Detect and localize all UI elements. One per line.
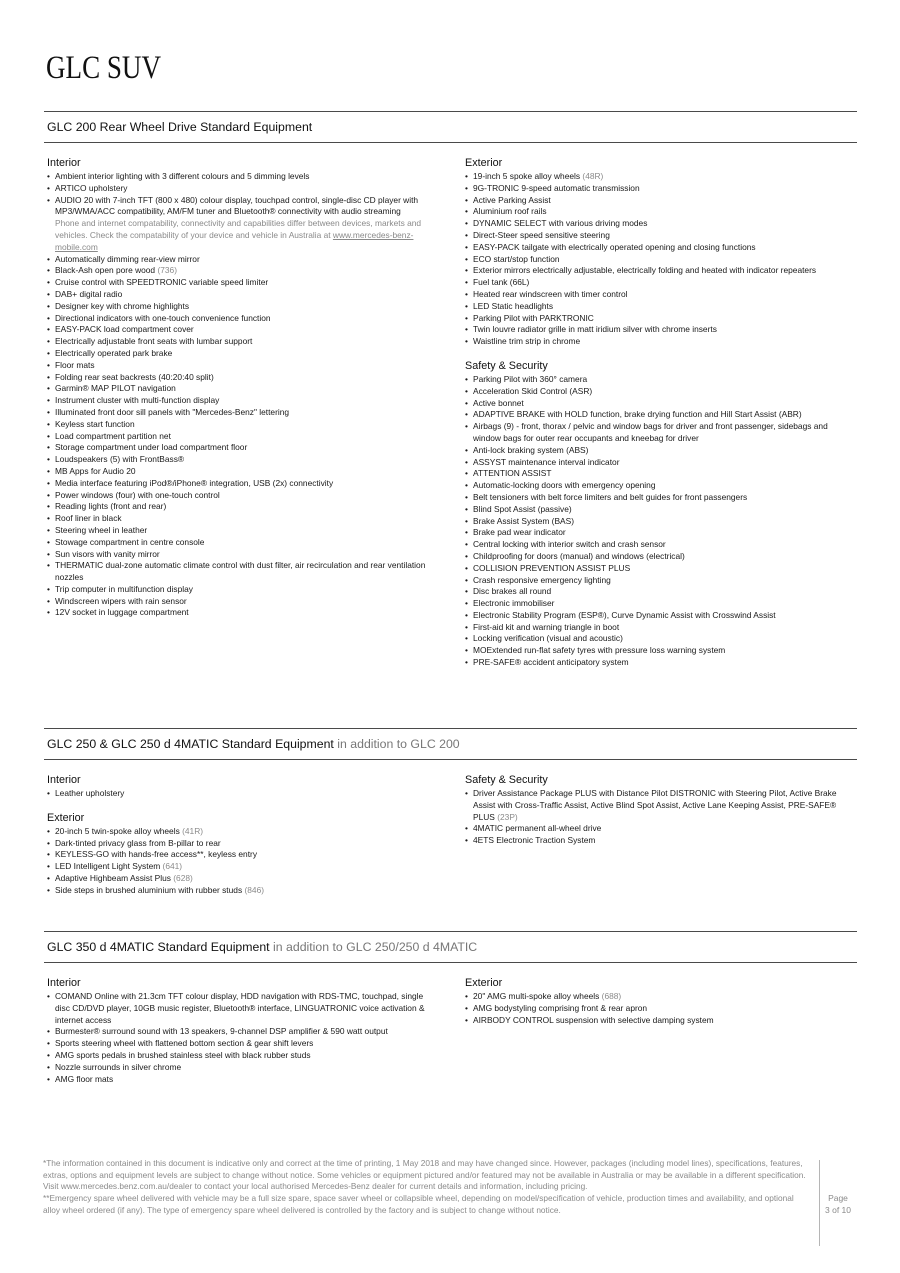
list-item — [47, 584, 437, 596]
item-text: Anti-lock braking system (ABS) — [473, 444, 589, 455]
item-text: ASSYST maintenance interval indicator — [473, 456, 620, 467]
item-text: EASY-PACK tailgate with electrically operated opening and closing functions — [473, 241, 756, 252]
list-item — [465, 457, 857, 469]
item-text: Black-Ash open pore wood — [55, 265, 156, 276]
note-text: Phone and internet compatability, connectivity and capabilities differ between devices, markets and vehicles. Check the compatability of your device and vehicle in Australia at — [55, 218, 422, 240]
list-item — [465, 242, 857, 254]
item-text: Acceleration Skid Control (ASR) — [473, 385, 593, 396]
item-text: Sun visors with vanity mirror — [55, 548, 160, 559]
item-text: MB Apps for Audio 20 — [55, 465, 136, 476]
list-item — [465, 398, 857, 410]
group-safety-security — [465, 360, 857, 669]
right-column — [465, 977, 857, 1038]
list-item — [47, 1026, 437, 1038]
item-text: Roof liner in black — [55, 513, 122, 524]
item-text: Airbags (9) - front, thorax / pelvic and window bags for driver and front passenger, sidebags and window bags for outer rear occupants and kneebag for driver — [473, 421, 828, 443]
list-item — [47, 313, 437, 325]
equipment-list — [47, 991, 437, 1085]
list-item — [465, 171, 857, 183]
equipment-list — [47, 171, 437, 619]
group-safety-security — [465, 774, 857, 847]
group-title: Interior — [47, 774, 81, 786]
list-item — [47, 560, 437, 584]
list-item — [47, 407, 437, 419]
section-title: GLC 200 Rear Wheel Drive Standard Equipment — [47, 120, 313, 134]
list-item — [47, 861, 437, 873]
item-text: Fuel tank (66L) — [473, 277, 530, 288]
item-text: Automatically dimming rear-view mirror — [55, 253, 200, 264]
equipment-list — [465, 374, 857, 669]
item-text: Power windows (four) with one-touch control — [55, 489, 220, 500]
list-item — [465, 230, 857, 242]
item-text: Load compartment partition net — [55, 430, 171, 441]
list-item — [465, 633, 857, 645]
list-item — [465, 480, 857, 492]
item-text: Driver Assistance Package PLUS with Distance Pilot DISTRONIC with Steering Pilot, Active Brake Assist with Cross-Traffic Assist, Active Blind Spot Assist, Active Lane Keeping Assist, PRE-SAFE® PLUS — [473, 788, 837, 822]
item-text: Keyless start function — [55, 418, 135, 429]
item-text: 4ETS Electronic Traction System — [473, 835, 596, 846]
list-item — [47, 265, 437, 277]
item-text: Cruise control with SPEEDTRONIC variable speed limiter — [55, 277, 269, 288]
group-title: Safety & Security — [465, 774, 548, 786]
item-text: First-aid kit and warning triangle in boot — [473, 621, 620, 632]
group-title: Interior — [47, 157, 81, 169]
list-item — [47, 254, 437, 266]
section-header — [44, 931, 857, 963]
brand-title: GLC SUV — [46, 50, 162, 86]
item-text: Adaptive Highbeam Assist Plus — [55, 872, 171, 883]
list-item — [465, 374, 857, 386]
option-code: (41R) — [182, 825, 204, 836]
list-item — [465, 598, 857, 610]
item-text: 20-inch 5 twin-spoke alloy wheels — [55, 825, 180, 836]
equipment-list — [465, 171, 857, 348]
list-item — [465, 183, 857, 195]
list-item — [465, 527, 857, 539]
list-item — [47, 171, 437, 183]
item-text: Sports steering wheel with flattened bottom section & gear shift levers — [55, 1038, 314, 1049]
option-code: (846) — [244, 884, 265, 895]
item-text: Waistline trim strip in chrome — [473, 336, 581, 347]
equipment-list — [465, 788, 857, 847]
list-item — [465, 586, 857, 598]
list-item — [47, 826, 437, 838]
equipment-list — [465, 991, 857, 1026]
list-item — [465, 539, 857, 551]
item-text: THERMATIC dual-zone automatic climate control with dust filter, air recirculation and rear ventilation nozzles — [55, 560, 426, 583]
item-text: Media interface featuring iPod®/iPhone® integration, USB (2x) connectivity — [55, 477, 334, 488]
group-interior — [47, 157, 437, 619]
item-text: Belt tensioners with belt force limiters and belt guides for front passengers — [473, 491, 748, 502]
list-item — [47, 348, 437, 360]
group-exterior — [47, 812, 437, 897]
item-text: Illuminated front door sill panels with "Mercedes-Benz" lettering — [55, 406, 290, 417]
list-item — [47, 513, 437, 525]
item-text: COMAND Online with 21.3cm TFT colour display, HDD navigation with RDS-TMC, touchpad, single disc CD/DVD player, 10GB music register, Bluetooth® interface, LINGUATRONIC voice activation & internet access — [55, 991, 425, 1025]
section-header — [44, 111, 857, 143]
list-item — [47, 991, 437, 1026]
list-item — [47, 537, 437, 549]
group-exterior — [465, 977, 857, 1026]
list-item — [47, 873, 437, 885]
item-text: Electronic Stability Program (ESP®), Curve Dynamic Assist with Crosswind Assist — [473, 609, 776, 620]
item-text: EASY-PACK load compartment cover — [55, 324, 194, 335]
option-code: (628) — [173, 872, 193, 883]
item-text: Directional indicators with one-touch convenience function — [55, 312, 271, 323]
item-text: Active bonnet — [473, 397, 524, 408]
list-item — [465, 622, 857, 634]
list-item — [465, 610, 857, 622]
item-text: 19-inch 5 spoke alloy wheels — [473, 171, 581, 181]
list-item — [47, 490, 437, 502]
disclaimer-text: *The information contained in this document is indicative only and correct at the time of printing, 1 May 2018 and may have changed since. However, packages (including model lines), specifications, features, extras, options and equipment levels are subject to change without notice. Some vehicles or equipment pictured and/or featured may not be available in Australia or may be available in a different specification. Visit www.mercedes.benz.com.au/dealer to contact your local authorised Mercedes-Benz dealer for current details and information, including pricing. — [43, 1158, 806, 1192]
item-text: Side steps in brushed aluminium with rubber studs — [55, 884, 243, 895]
item-text: Burmester® surround sound with 13 speakers, 9-channel DSP amplifier & 590 watt output — [55, 1026, 388, 1037]
list-item — [47, 1050, 437, 1062]
list-item — [465, 195, 857, 207]
left-column — [47, 774, 437, 909]
list-item — [47, 1062, 437, 1074]
list-item — [465, 575, 857, 587]
list-item — [465, 492, 857, 504]
item-text: Electrically operated park brake — [55, 347, 173, 358]
section-subtitle: in addition to GLC 250/250 d 4MATIC — [273, 940, 478, 954]
list-item — [465, 254, 857, 266]
list-item — [465, 277, 857, 289]
list-item — [465, 313, 857, 325]
item-text: ATTENTION ASSIST — [473, 468, 552, 479]
list-item — [47, 454, 437, 466]
list-item — [47, 838, 437, 850]
list-item — [465, 1015, 857, 1027]
item-text: Childproofing for doors (manual) and windows (electrical) — [473, 550, 685, 561]
item-text: Brake pad wear indicator — [473, 527, 566, 538]
group-exterior — [465, 157, 857, 348]
list-item — [47, 324, 437, 336]
section-glc200 — [0, 111, 900, 711]
item-text: Storage compartment under load compartment floor — [55, 442, 248, 453]
list-item — [47, 466, 437, 478]
list-item — [47, 596, 437, 608]
item-text: 20" AMG multi-spoke alloy wheels — [473, 991, 600, 1001]
page-label: Page — [828, 1193, 848, 1203]
mobile-link[interactable]: www.mercedes-benz-mobile.com — [55, 229, 414, 252]
list-item — [47, 372, 437, 384]
footer-disclaimer — [43, 1158, 811, 1217]
item-text: Blind Spot Assist (passive) — [473, 503, 572, 514]
left-column — [47, 157, 437, 631]
page-number: 3 of 10 — [825, 1205, 851, 1215]
item-text: Floor mats — [55, 359, 95, 370]
item-text: 4MATIC permanent all-wheel drive — [473, 823, 602, 834]
item-text: MOExtended run-flat safety tyres with pressure loss warning system — [473, 645, 726, 656]
list-item — [47, 1038, 437, 1050]
list-item — [465, 421, 857, 445]
item-text: Reading lights (front and rear) — [55, 501, 167, 512]
list-item — [465, 206, 857, 218]
group-title: Safety & Security — [465, 359, 548, 372]
item-text: Stowage compartment in centre console — [55, 536, 205, 547]
list-item — [47, 395, 437, 407]
list-item — [47, 478, 437, 490]
item-text: Parking Pilot with 360° camera — [473, 373, 588, 384]
page-indicator — [820, 1192, 856, 1216]
list-item — [465, 823, 857, 835]
item-text: Nozzle surrounds in silver chrome — [55, 1061, 182, 1072]
item-text: Trip computer in multifunction display — [55, 583, 193, 594]
list-item — [465, 516, 857, 528]
item-text: AIRBODY CONTROL suspension with selective damping system — [473, 1014, 714, 1025]
list-item — [47, 885, 437, 897]
item-text: Designer key with chrome highlights — [55, 300, 190, 311]
list-item — [47, 289, 437, 301]
option-code: (23P) — [497, 811, 518, 822]
section-glc250 — [0, 728, 900, 918]
list-item — [47, 501, 437, 513]
list-item — [465, 504, 857, 516]
item-text: AMG floor mats — [55, 1073, 114, 1084]
item-text: Heated rear windscreen with timer control — [473, 288, 628, 299]
right-column — [465, 157, 857, 681]
list-item — [47, 549, 437, 561]
group-interior — [47, 774, 437, 800]
item-text: DAB+ digital radio — [55, 288, 123, 299]
item-text: Folding rear seat backrests (40:20:40 split) — [55, 371, 214, 382]
item-text: Exterior mirrors electrically adjustable, electrically folding and heated with indicator repeaters — [473, 265, 817, 276]
list-item — [465, 445, 857, 457]
section-title: GLC 350 d 4MATIC Standard Equipment in addition to GLC 250/250 d 4MATIC — [47, 940, 478, 954]
group-title: Exterior — [465, 157, 503, 169]
item-text: Central locking with interior switch and crash sensor — [473, 539, 666, 550]
item-text: Electrically adjustable front seats with lumbar support — [55, 336, 253, 347]
list-item — [47, 383, 437, 395]
list-item — [465, 265, 857, 277]
option-code: (48R) — [582, 171, 604, 181]
group-title: Interior — [47, 977, 81, 989]
item-text: COLLISION PREVENTION ASSIST PLUS — [473, 562, 631, 573]
item-text: 12V socket in luggage compartment — [55, 607, 189, 618]
option-code: (736) — [157, 265, 177, 276]
list-item — [465, 835, 857, 847]
item-text: KEYLESS-GO with hands-free access**, keyless entry — [55, 849, 258, 860]
item-text: Twin louvre radiator grille in matt iridium silver with chrome inserts — [473, 324, 717, 335]
spare-wheel-note: **Emergency spare wheel delivered with vehicle may be a full size spare, space saver wheel or collapsible wheel, depending on model/specification of vehicle, production times and availability, and optional alloy wheel ordered (if any). The type of emergency spare wheel delivered is controlled by the factory and is subject to change without notice. — [43, 1193, 794, 1215]
item-text: LED Intelligent Light System — [55, 861, 161, 872]
item-text: Dark-tinted privacy glass from B-pillar to rear — [55, 837, 221, 848]
list-item — [47, 183, 437, 195]
list-item — [47, 788, 437, 800]
item-text: Parking Pilot with PARKTRONIC — [473, 312, 594, 323]
item-text: Aluminium roof rails — [473, 206, 547, 217]
item-text: Instrument cluster with multi-function display — [55, 395, 220, 406]
list-item — [465, 386, 857, 398]
item-text: ADAPTIVE BRAKE with HOLD function, brake drying function and Hill Start Assist (ABR) — [473, 409, 802, 420]
item-text: Garmin® MAP PILOT navigation — [55, 383, 176, 394]
item-text: ECO start/stop function — [473, 253, 560, 264]
item-text: Ambient interior lighting with 3 different colours and 5 dimming levels — [55, 171, 310, 181]
group-title: Exterior — [465, 977, 503, 989]
list-item — [47, 431, 437, 443]
item-text: Windscreen wipers with rain sensor — [55, 595, 187, 606]
item-text: LED Static headlights — [473, 300, 554, 311]
list-item — [465, 1003, 857, 1015]
list-item — [465, 289, 857, 301]
item-text: Direct-Steer speed sensitive steering — [473, 229, 610, 240]
list-item — [47, 849, 437, 861]
list-item — [465, 991, 857, 1003]
equipment-list — [47, 788, 437, 800]
right-column — [465, 774, 857, 859]
list-item — [465, 645, 857, 657]
item-text: AMG sports pedals in brushed stainless steel with black rubber studs — [55, 1049, 311, 1060]
item-text: Automatic-locking doors with emergency opening — [473, 480, 656, 491]
item-text: AMG bodystyling comprising front & rear apron — [473, 1002, 648, 1013]
list-item — [47, 301, 437, 313]
list-item — [465, 788, 857, 823]
section-glc350d — [0, 931, 900, 1111]
list-item — [465, 409, 857, 421]
list-item — [47, 336, 437, 348]
list-item — [465, 301, 857, 313]
left-column — [47, 977, 437, 1097]
list-item — [47, 607, 437, 619]
section-header — [44, 728, 857, 760]
item-text: DYNAMIC SELECT with various driving modes — [473, 218, 648, 229]
list-item — [47, 360, 437, 372]
group-title: Exterior — [47, 811, 85, 824]
list-item — [47, 442, 437, 454]
equipment-list — [47, 826, 437, 897]
list-item — [465, 218, 857, 230]
item-text: Locking verification (visual and acoustic) — [473, 633, 623, 644]
list-item — [465, 336, 857, 348]
section-title: GLC 250 & GLC 250 d 4MATIC Standard Equipment in addition to GLC 200 — [47, 737, 460, 751]
item-text: 9G-TRONIC 9-speed automatic transmission — [473, 182, 640, 193]
list-item — [47, 525, 437, 537]
item-text: AUDIO 20 with 7-inch TFT (800 x 480) colour display, touchpad control, single-disc CD player with MP3/WMA/ACC compatibility, AM/FM tuner and Bluetooth® connectivity with audio streaming — [55, 194, 419, 217]
item-text: Disc brakes all round — [473, 586, 552, 597]
item-text: PRE-SAFE® accident anticipatory system — [473, 657, 629, 668]
item-text: Brake Assist System (BAS) — [473, 515, 574, 526]
list-item — [47, 277, 437, 289]
item-text: ARTICO upholstery — [55, 182, 128, 193]
list-item — [465, 551, 857, 563]
item-text: Electronic immobiliser — [473, 598, 555, 609]
item-note — [55, 218, 437, 253]
option-code: (688) — [601, 991, 622, 1001]
item-text: Crash responsive emergency lighting — [473, 574, 611, 585]
item-text: Loudspeakers (5) with FrontBass® — [55, 454, 185, 465]
item-text: Active Parking Assist — [473, 194, 551, 205]
list-item — [465, 563, 857, 575]
list-item — [47, 1074, 437, 1086]
option-code: (641) — [162, 861, 183, 872]
list-item — [465, 324, 857, 336]
list-item — [465, 657, 857, 669]
list-item — [47, 419, 437, 431]
list-item — [465, 468, 857, 480]
section-subtitle: in addition to GLC 200 — [337, 737, 460, 751]
item-text: Steering wheel in leather — [55, 524, 148, 535]
list-item — [47, 195, 437, 254]
item-text: Leather upholstery — [55, 788, 125, 798]
group-interior — [47, 977, 437, 1085]
